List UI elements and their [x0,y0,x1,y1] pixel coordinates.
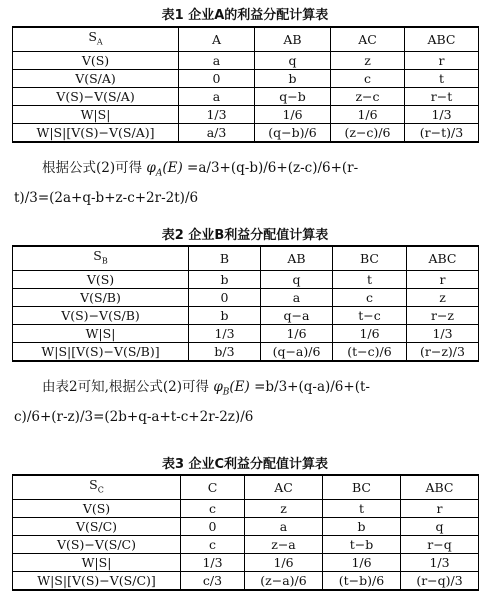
table-cell: 1/6 [333,324,407,342]
table-header-cell: AC [331,27,405,51]
table-row [13,105,479,123]
table-row [13,553,479,571]
table-row [13,535,479,553]
table-cell: b/3 [189,342,261,361]
table-cell: (r−z)/3 [407,342,479,361]
table-header-cell: BC [333,246,407,270]
table-cell: a [179,87,255,105]
table-header-cell: $S_C$ [13,475,181,499]
table-cell: t−c [333,306,407,324]
table-cell: t−b [323,535,401,553]
table-cell: r−z [407,306,479,324]
table-cell: q−a [261,306,333,324]
table-cell: a [179,51,255,69]
table-cell: (q−a)/6 [261,342,333,361]
table-cell: 0 [179,69,255,87]
para1-text-end: =a/3+(q-b)/6+(z-c)/6+(r- [182,160,359,176]
paragraph-1 [14,156,484,210]
table-cell: c/3 [181,571,245,590]
table-header-cell: AB [261,246,333,270]
table-cell: b [255,69,331,87]
table-header-cell: ABC [407,246,479,270]
table-cell: z−a [245,535,323,553]
table-row [13,342,479,361]
table-row [13,324,479,342]
table-cell: 1/3 [405,105,479,123]
table-cell: 1/6 [255,105,331,123]
table-header-cell: BC [323,475,401,499]
table-cell: (z−a)/6 [245,571,323,590]
table-cell: b [189,270,261,288]
table-cell: W|S|[V(S)−V(S/B)] [13,342,189,361]
table-cell: a [261,288,333,306]
table-cell: 1/3 [407,324,479,342]
table-cell: (z−c)/6 [331,123,405,142]
table-cell: 0 [189,288,261,306]
table-cell: 1/3 [179,105,255,123]
table-cell: (t−b)/6 [323,571,401,590]
table-cell: c [333,288,407,306]
table-cell: V(S) [13,51,179,69]
table-row [13,270,479,288]
table-cell: q [401,517,479,535]
table3-body [13,475,479,590]
table2-caption: 表2 企业B利益分配值计算表 [161,228,329,243]
table-cell: 1/3 [181,553,245,571]
table-header-row [13,246,479,270]
table-cell: c [181,499,245,517]
table-header-cell: $S_A$ [13,27,179,51]
table-cell: 1/6 [323,553,401,571]
table-cell: W|S|[V(S)−V(S/C)] [13,571,181,590]
table-row [13,123,479,142]
table-cell: V(S)−V(S/C) [13,535,181,553]
table-cell: z−c [331,87,405,105]
para2-formula: $\varphi_B(E)$ [213,379,250,398]
table-cell: (r−q)/3 [401,571,479,590]
para2-text-end: =b/3+(q-a)/6+(t- [249,379,370,395]
table3 [12,474,479,591]
table-cell: c [331,69,405,87]
table-cell: 1/6 [331,105,405,123]
para1-line2: t)/3=(2a+q-b+z-c+2r-2t)/6 [14,189,199,206]
table-row [13,517,479,535]
table-cell: (q−b)/6 [255,123,331,142]
table3-caption: 表3 企业C利益分配值计算表 [161,457,329,472]
table-cell: z [245,499,323,517]
table-header-cell: C [181,475,245,499]
table-cell: z [331,51,405,69]
table-cell: t [405,69,479,87]
table-row [13,288,479,306]
table-cell: t [333,270,407,288]
table-cell: W|S| [13,105,179,123]
table-cell: r−q [401,535,479,553]
table-cell: b [323,517,401,535]
para1-formula: $\varphi_A(E)$ [146,160,183,179]
table1-caption: 表1 企业A的利益分配计算表 [161,8,329,23]
table-row [13,571,479,590]
table-header-cell: ABC [401,475,479,499]
table-cell: V(S) [13,270,189,288]
table-cell: q [261,270,333,288]
table-cell: a/3 [179,123,255,142]
para2-line2: c)/6+(r-z)/3=(2b+q-a+t-c+2r-2z)/6 [14,408,254,425]
paragraph-2 [14,375,484,429]
table-row [13,499,479,517]
table-cell: W|S| [13,324,189,342]
table-cell: W|S|[V(S)−V(S/A)] [13,123,179,142]
table-cell: r [405,51,479,69]
table2-body [13,246,479,361]
table-row [13,51,479,69]
table-cell: r−t [405,87,479,105]
table-cell: V(S/B) [13,288,189,306]
table-row [13,87,479,105]
table-cell: W|S| [13,553,181,571]
table1-body [13,27,479,142]
table-cell: V(S)−V(S/B) [13,306,189,324]
table2 [12,245,479,362]
table-cell: 1/6 [261,324,333,342]
para2-text-start: 由表2可知,根据公式(2)可得 [42,379,210,395]
table-cell: q−b [255,87,331,105]
table-header-cell: ABC [405,27,479,51]
table-cell: b [189,306,261,324]
table1 [12,26,479,143]
table-header-cell: AB [255,27,331,51]
table-header-cell: AC [245,475,323,499]
table-cell: (r−t)/3 [405,123,479,142]
table-cell: 0 [181,517,245,535]
table-cell: t [323,499,401,517]
table-row [13,69,479,87]
table-header-cell: A [179,27,255,51]
table-cell: V(S/A) [13,69,179,87]
table-cell: V(S) [13,499,181,517]
table-cell: r [407,270,479,288]
table-header-row [13,27,479,51]
table-cell: 1/6 [245,553,323,571]
table-cell: c [181,535,245,553]
table-cell: r [401,499,479,517]
table-header-row [13,475,479,499]
table-cell: 1/3 [401,553,479,571]
table-cell: 1/3 [189,324,261,342]
table-row [13,306,479,324]
table-cell: q [255,51,331,69]
table-header-cell: $S_B$ [13,246,189,270]
para1-text-start: 根据公式(2)可得 [42,160,143,176]
table-cell: a [245,517,323,535]
table-cell: V(S)−V(S/A) [13,87,179,105]
table-cell: (t−c)/6 [333,342,407,361]
table-cell: z [407,288,479,306]
table-header-cell: B [189,246,261,270]
table-cell: V(S/C) [13,517,181,535]
